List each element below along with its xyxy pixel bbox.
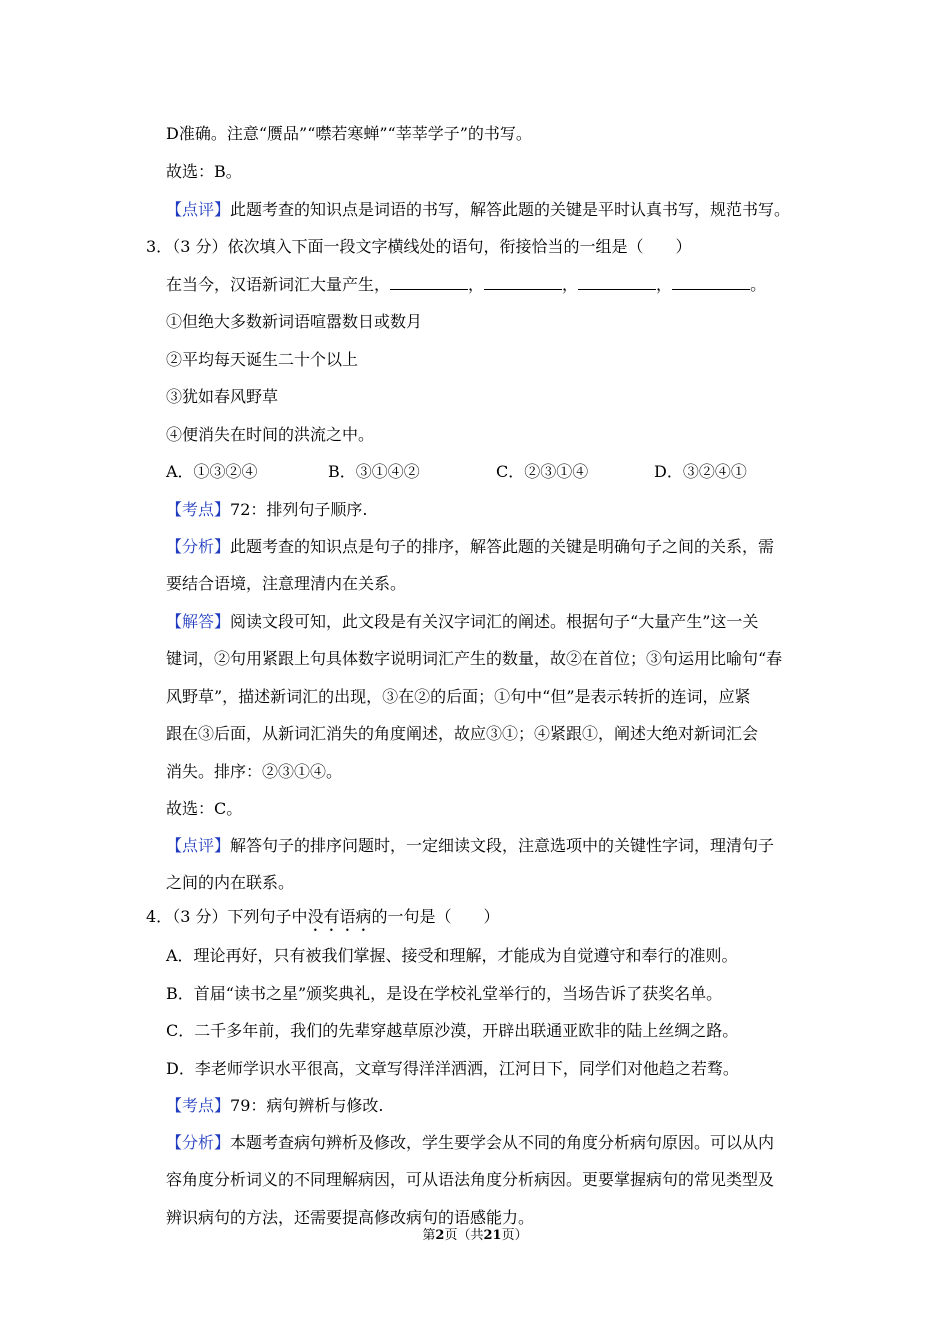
prev-answer: 故选：B。 (166, 162, 242, 181)
footer-pre: 第 (422, 1228, 436, 1243)
blank-1 (390, 275, 468, 290)
q4-fenxi-3: 辨识病句的方法，还需要提高修改病句的语感能力。 (166, 1208, 535, 1227)
q3-passage-start: 在当今，汉语新词汇大量产生， (166, 275, 391, 294)
q3-dianping-1 (166, 836, 774, 856)
q4-kaodian (166, 1096, 383, 1116)
q3-dianping-2: 之间的内在联系。 (166, 873, 295, 892)
dianping-tag: 【点评】 (166, 836, 231, 855)
fenxi-text: 本题考查病句辨析及修改，学生要学会从不同的角度分析病句原因。可以从内 (230, 1133, 775, 1152)
q3-stem (146, 237, 691, 257)
q3-jieda-5: 消失。排序：②③①④。 (166, 762, 343, 781)
q3-jieda-4: 跟在③后面，从新词汇消失的角度阐述，故应③①；④紧跟①，阐述大绝对新词汇会 (166, 724, 759, 743)
q3-stem-text: （3 分）依次填入下面一段文字横线处的语句，衔接恰当的一组是（ ） (172, 237, 692, 256)
q3-item-2: ②平均每天诞生二十个以上 (166, 350, 359, 369)
q3-option-d: D．③②④① (654, 462, 747, 481)
passage-end: 。 (750, 275, 767, 294)
fenxi-tag: 【分析】 (166, 1133, 231, 1152)
q4-option-d: D．李老师学识水平很高，文章写得洋洋洒洒，江河日下，同学们对他趋之若骛。 (166, 1059, 739, 1078)
q4-fenxi-1 (166, 1133, 774, 1153)
dianping-text: 解答句子的排序问题时，一定细读文段，注意选项中的关键性字词，理清句子 (230, 836, 775, 855)
page-number: 2 (435, 1228, 445, 1243)
q4-number: 4． (146, 907, 173, 926)
q4-option-a: A．理论再好，只有被我们掌握、接受和理解，才能成为自觉遵守和奉行的准则。 (166, 946, 738, 965)
q3-number: 3． (146, 237, 173, 256)
sep-3: ， (656, 275, 673, 294)
q3-option-c: C．②③①④ (496, 462, 589, 481)
q3-item-3: ③犹如春风野草 (166, 387, 279, 406)
q4-stem-a: （3 分）下列句子中 (172, 907, 308, 926)
q4-option-c: C．二千多年前，我们的先辈穿越草原沙漠，开辟出联通亚欧非的陆上丝绸之路。 (166, 1021, 739, 1040)
blank-4 (672, 275, 750, 290)
q4-stem (146, 907, 500, 935)
blank-3 (578, 275, 656, 290)
q4-emphasis: 没有语病 (307, 907, 372, 926)
q4-option-b: B．首届“读书之星”颁奖典礼，是设在学校礼堂举行的，当场告诉了获奖名单。 (166, 984, 723, 1003)
q3-item-4: ④便消失在时间的洪流之中。 (166, 425, 375, 444)
q3-jieda-1 (166, 612, 758, 632)
jieda-text: 阅读文段可知，此文段是有关汉字词汇的阐述。根据句子“大量产生”这一关 (230, 612, 759, 631)
q3-answer: 故选：C。 (166, 799, 243, 818)
comment-text: 此题考查的知识点是词语的书写，解答此题的关键是平时认真书写，规范书写。 (230, 200, 791, 219)
q4-fenxi-2: 容角度分析词义的不同理解病因，可从语法角度分析病因。更要掌握病句的常见类型及 (166, 1170, 775, 1189)
sep-2: ， (562, 275, 579, 294)
prev-comment (166, 200, 790, 220)
q3-jieda-3: 风野草”，描述新词汇的出现，③在②的后面；①句中“但”是表示转折的连词，应紧 (166, 687, 751, 706)
fenxi-tag: 【分析】 (166, 537, 231, 556)
blank-2 (484, 275, 562, 290)
comment-tag: 【点评】 (166, 200, 231, 219)
q3-option-b: B．③①④② (328, 462, 420, 481)
kaodian-text: 72：排列句子顺序. (230, 500, 368, 519)
sep-1: ， (468, 275, 485, 294)
q3-jieda-2: 键词，②句用紧跟上句具体数字说明词汇产生的数量，故②在首位；③句运用比喻句“春 (166, 649, 783, 668)
kaodian-tag: 【考点】 (166, 500, 231, 519)
page-footer (0, 1228, 950, 1244)
q3-fenxi-1 (166, 537, 774, 557)
kaodian-text: 79：病句辨析与修改. (230, 1096, 384, 1115)
fenxi-text: 此题考查的知识点是句子的排序，解答此题的关键是明确句子之间的关系，需 (230, 537, 775, 556)
prev-continuation: D准确。注意“赝品”“噤若寒蝉”“莘莘学子”的书写。 (166, 124, 532, 143)
kaodian-tag: 【考点】 (166, 1096, 231, 1115)
footer-mid: 页（共 (444, 1228, 484, 1243)
q3-fenxi-2: 要结合语境，注意理清内在关系。 (166, 574, 407, 593)
q3-item-1: ①但绝大多数新词语喧嚣数日或数月 (166, 312, 423, 331)
q4-stem-b: 的一句是（ ） (371, 907, 500, 926)
q3-option-a: A．①③②④ (166, 462, 258, 481)
q3-passage (166, 275, 766, 295)
q3-kaodian (166, 500, 367, 520)
footer-post: 页） (501, 1228, 528, 1243)
page-total: 21 (483, 1228, 502, 1243)
jieda-tag: 【解答】 (166, 612, 231, 631)
